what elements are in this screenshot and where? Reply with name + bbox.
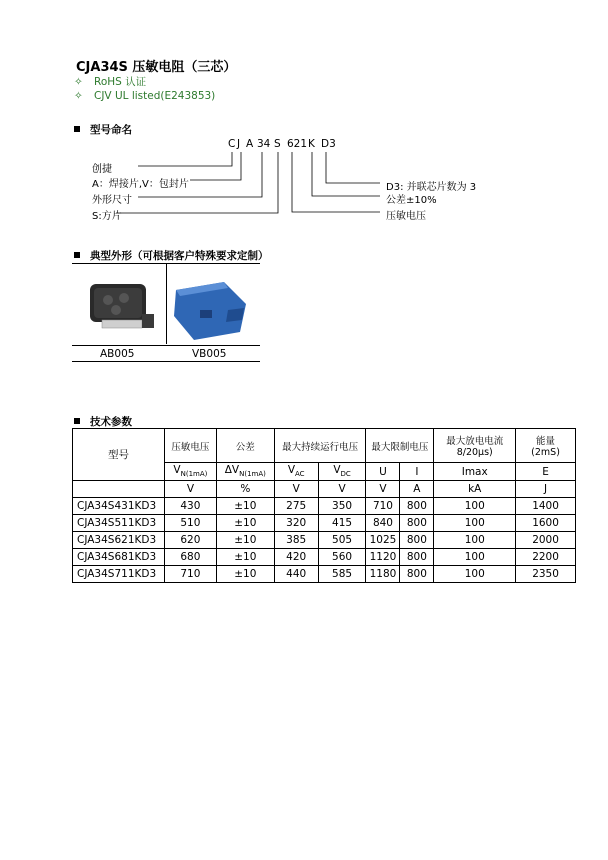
section-heading-params: 技术参数	[74, 414, 132, 429]
photo-ab005	[72, 264, 167, 344]
code-char: S	[274, 138, 281, 150]
unit-cell: V	[366, 481, 400, 498]
symbol-imax: Imax	[434, 463, 516, 481]
symbol-i: I	[400, 463, 434, 481]
code-char: 621	[287, 138, 308, 150]
divider	[72, 345, 260, 346]
unit-cell: J	[516, 481, 576, 498]
symbol-e: E	[516, 463, 576, 481]
square-bullet-icon	[74, 418, 80, 424]
table-row: CJA34S681KD3 680 ±10 420 560 1120 800 100 2200	[73, 549, 576, 566]
table-row: CJA34S621KD3 620 ±10 385 505 1025 800 100 2000	[73, 532, 576, 549]
symbol-vac: $V_{AC}$	[274, 463, 318, 481]
code-label-shape: S:方片	[92, 211, 122, 222]
page-title: CJA34S 压敏电阻（三芯）	[76, 60, 237, 75]
unit-cell: V	[274, 481, 318, 498]
unit-cell: kA	[434, 481, 516, 498]
photo-vb005	[166, 264, 260, 344]
varistor-ab005-icon	[72, 264, 166, 344]
varistor-vb005-icon	[166, 264, 260, 344]
diamond-bullet-icon: ✧	[74, 90, 83, 102]
code-label-tolerance: 公差±10%	[386, 195, 437, 206]
table-row: CJA34S711KD3 710 ±10 440 585 1180 800 100 2350	[73, 566, 576, 583]
unit-blank	[73, 481, 165, 498]
divider	[72, 361, 260, 362]
code-char: A	[246, 138, 254, 150]
unit-cell: V	[164, 481, 216, 498]
code-label-voltage: 压敏电压	[386, 211, 426, 222]
unit-cell: %	[216, 481, 274, 498]
header-surge-current: 最大放电电流 8/20μs)	[434, 429, 516, 463]
code-char: 34	[257, 138, 271, 150]
section-heading-model: 型号命名	[74, 122, 132, 137]
symbol-vdc: $V_{DC}$	[318, 463, 366, 481]
diamond-bullet-icon: ✧	[74, 76, 83, 88]
code-char: K	[308, 138, 315, 150]
symbol-vn: $V_{N(1mA)}$	[164, 463, 216, 481]
header-clamping-voltage: 最大限制电压	[366, 429, 434, 463]
photo-caption: AB005	[100, 348, 135, 360]
unit-cell: A	[400, 481, 434, 498]
header-energy: 能量 (2mS)	[516, 429, 576, 463]
table-row: CJA34S431KD3 430 ±10 275 350 710 800 100 1400	[73, 498, 576, 515]
header-varistor-voltage: 压敏电压	[164, 429, 216, 463]
header-continuous-voltage: 最大持续运行电压	[274, 429, 366, 463]
code-char: C	[228, 138, 236, 150]
code-char: D3	[321, 138, 336, 150]
code-label-type: A：焊接片,V：包封片	[92, 179, 189, 190]
code-char: J	[237, 138, 241, 150]
symbol-u: U	[366, 463, 400, 481]
header-tolerance: 公差	[216, 429, 274, 463]
photo-caption: VB005	[192, 348, 227, 360]
header-model: 型号	[73, 429, 165, 481]
code-label-size: 外形尺寸	[92, 195, 132, 206]
square-bullet-icon	[74, 252, 80, 258]
table-row: CJA34S511KD3 510 ±10 320 415 840 800 100 1600	[73, 515, 576, 532]
section-heading-shape: 典型外形（可根据客户特殊要求定制）	[74, 248, 269, 263]
code-label-chips: D3: 并联芯片数为 3	[386, 182, 477, 193]
feature-text: RoHS 认证	[94, 76, 147, 88]
unit-cell: V	[318, 481, 366, 498]
code-label-brand: 创捷	[92, 164, 112, 175]
feature-text: CJV UL listed(E243853)	[94, 90, 216, 102]
symbol-dvn: $\Delta V_{N(1mA)}$	[216, 463, 274, 481]
spec-table	[72, 428, 576, 583]
